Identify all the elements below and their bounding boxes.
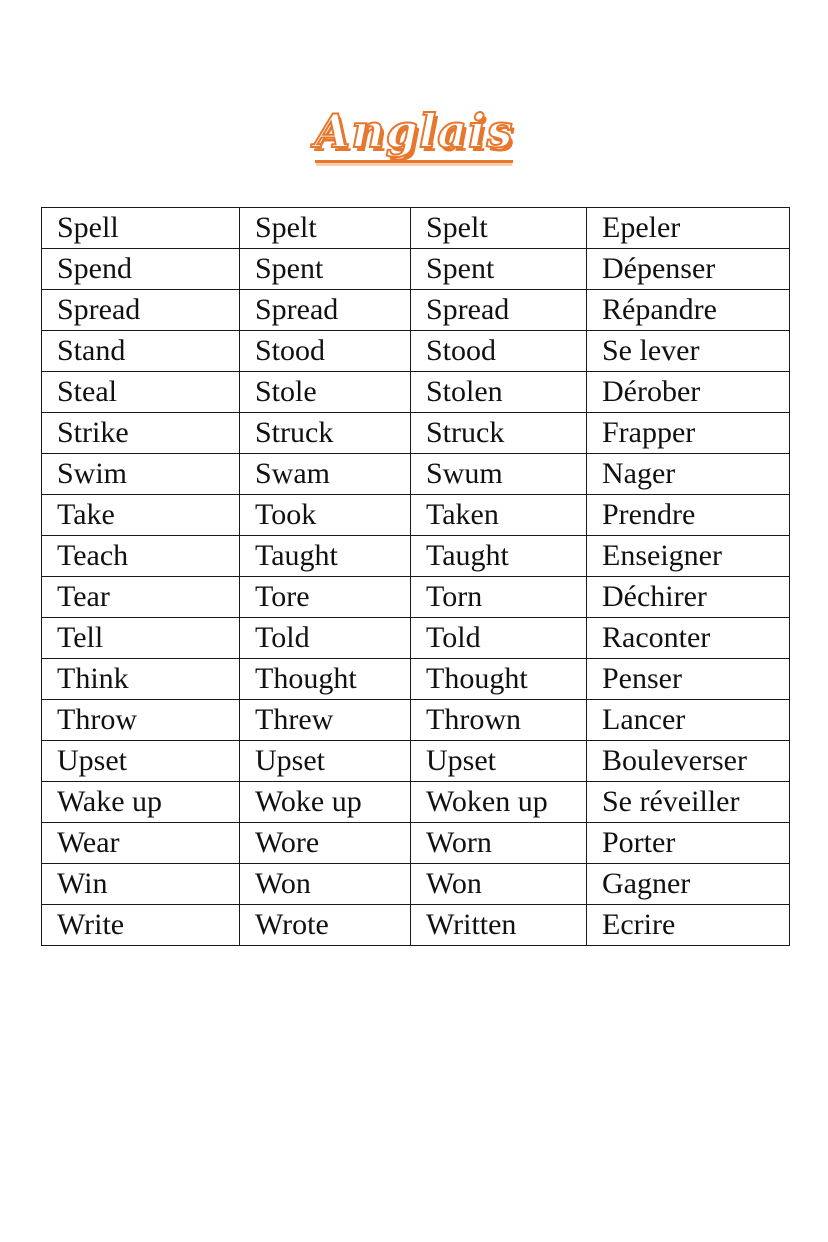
irregular-verbs-table xyxy=(41,207,790,946)
cell-past-participle: Told xyxy=(411,618,587,659)
cell-base-form: Upset xyxy=(42,741,240,782)
cell-french-translation: Gagner xyxy=(587,864,790,905)
verbs-table-body xyxy=(42,208,790,946)
cell-past-simple: Told xyxy=(240,618,411,659)
table-row xyxy=(42,782,790,823)
cell-past-participle: Taught xyxy=(411,536,587,577)
cell-base-form: Spell xyxy=(42,208,240,249)
cell-french-translation: Frapper xyxy=(587,413,790,454)
cell-base-form: Throw xyxy=(42,700,240,741)
cell-base-form: Spread xyxy=(42,290,240,331)
cell-past-simple: Woke up xyxy=(240,782,411,823)
cell-base-form: Tear xyxy=(42,577,240,618)
cell-past-participle: Stolen xyxy=(411,372,587,413)
cell-past-simple: Spelt xyxy=(240,208,411,249)
cell-french-translation: Raconter xyxy=(587,618,790,659)
cell-base-form: Tell xyxy=(42,618,240,659)
cell-base-form: Strike xyxy=(42,413,240,454)
table-row xyxy=(42,413,790,454)
cell-past-participle: Upset xyxy=(411,741,587,782)
table-row xyxy=(42,372,790,413)
table-row xyxy=(42,823,790,864)
cell-base-form: Spend xyxy=(42,249,240,290)
cell-past-participle: Written xyxy=(411,905,587,946)
cell-french-translation: Prendre xyxy=(587,495,790,536)
table-row xyxy=(42,495,790,536)
cell-base-form: Swim xyxy=(42,454,240,495)
cell-base-form: Wear xyxy=(42,823,240,864)
cell-past-simple: Wrote xyxy=(240,905,411,946)
cell-past-participle: Torn xyxy=(411,577,587,618)
cell-past-simple: Upset xyxy=(240,741,411,782)
table-row xyxy=(42,864,790,905)
cell-base-form: Write xyxy=(42,905,240,946)
cell-past-participle: Spelt xyxy=(411,208,587,249)
cell-past-simple: Stole xyxy=(240,372,411,413)
table-row xyxy=(42,618,790,659)
table-row xyxy=(42,577,790,618)
cell-past-simple: Thought xyxy=(240,659,411,700)
cell-french-translation: Bouleverser xyxy=(587,741,790,782)
cell-french-translation: Porter xyxy=(587,823,790,864)
cell-french-translation: Déchirer xyxy=(587,577,790,618)
cell-past-simple: Struck xyxy=(240,413,411,454)
table-row xyxy=(42,659,790,700)
cell-base-form: Think xyxy=(42,659,240,700)
table-row xyxy=(42,290,790,331)
cell-past-participle: Spread xyxy=(411,290,587,331)
cell-french-translation: Se réveiller xyxy=(587,782,790,823)
cell-past-participle: Thought xyxy=(411,659,587,700)
cell-base-form: Wake up xyxy=(42,782,240,823)
cell-french-translation: Epeler xyxy=(587,208,790,249)
cell-french-translation: Penser xyxy=(587,659,790,700)
cell-base-form: Stand xyxy=(42,331,240,372)
cell-past-participle: Thrown xyxy=(411,700,587,741)
page-title: Anglais xyxy=(315,108,514,163)
cell-past-participle: Spent xyxy=(411,249,587,290)
cell-past-simple: Won xyxy=(240,864,411,905)
cell-past-participle: Stood xyxy=(411,331,587,372)
cell-past-simple: Took xyxy=(240,495,411,536)
table-row xyxy=(42,208,790,249)
cell-past-simple: Threw xyxy=(240,700,411,741)
cell-past-simple: Stood xyxy=(240,331,411,372)
cell-past-simple: Spent xyxy=(240,249,411,290)
cell-past-participle: Worn xyxy=(411,823,587,864)
table-row xyxy=(42,741,790,782)
cell-base-form: Teach xyxy=(42,536,240,577)
cell-past-participle: Struck xyxy=(411,413,587,454)
cell-french-translation: Nager xyxy=(587,454,790,495)
cell-base-form: Take xyxy=(42,495,240,536)
table-row xyxy=(42,905,790,946)
cell-past-simple: Tore xyxy=(240,577,411,618)
cell-past-simple: Taught xyxy=(240,536,411,577)
cell-past-simple: Wore xyxy=(240,823,411,864)
cell-french-translation: Dérober xyxy=(587,372,790,413)
cell-french-translation: Répandre xyxy=(587,290,790,331)
cell-base-form: Win xyxy=(42,864,240,905)
cell-french-translation: Ecrire xyxy=(587,905,790,946)
table-row xyxy=(42,700,790,741)
cell-french-translation: Se lever xyxy=(587,331,790,372)
title-area xyxy=(0,104,828,198)
cell-past-simple: Swam xyxy=(240,454,411,495)
table-row xyxy=(42,249,790,290)
cell-french-translation: Enseigner xyxy=(587,536,790,577)
cell-base-form: Steal xyxy=(42,372,240,413)
cell-past-participle: Swum xyxy=(411,454,587,495)
cell-past-participle: Woken up xyxy=(411,782,587,823)
cell-past-simple: Spread xyxy=(240,290,411,331)
table-row xyxy=(42,454,790,495)
cell-french-translation: Lancer xyxy=(587,700,790,741)
table-row xyxy=(42,331,790,372)
cell-past-participle: Won xyxy=(411,864,587,905)
cell-past-participle: Taken xyxy=(411,495,587,536)
table-row xyxy=(42,536,790,577)
cell-french-translation: Dépenser xyxy=(587,249,790,290)
